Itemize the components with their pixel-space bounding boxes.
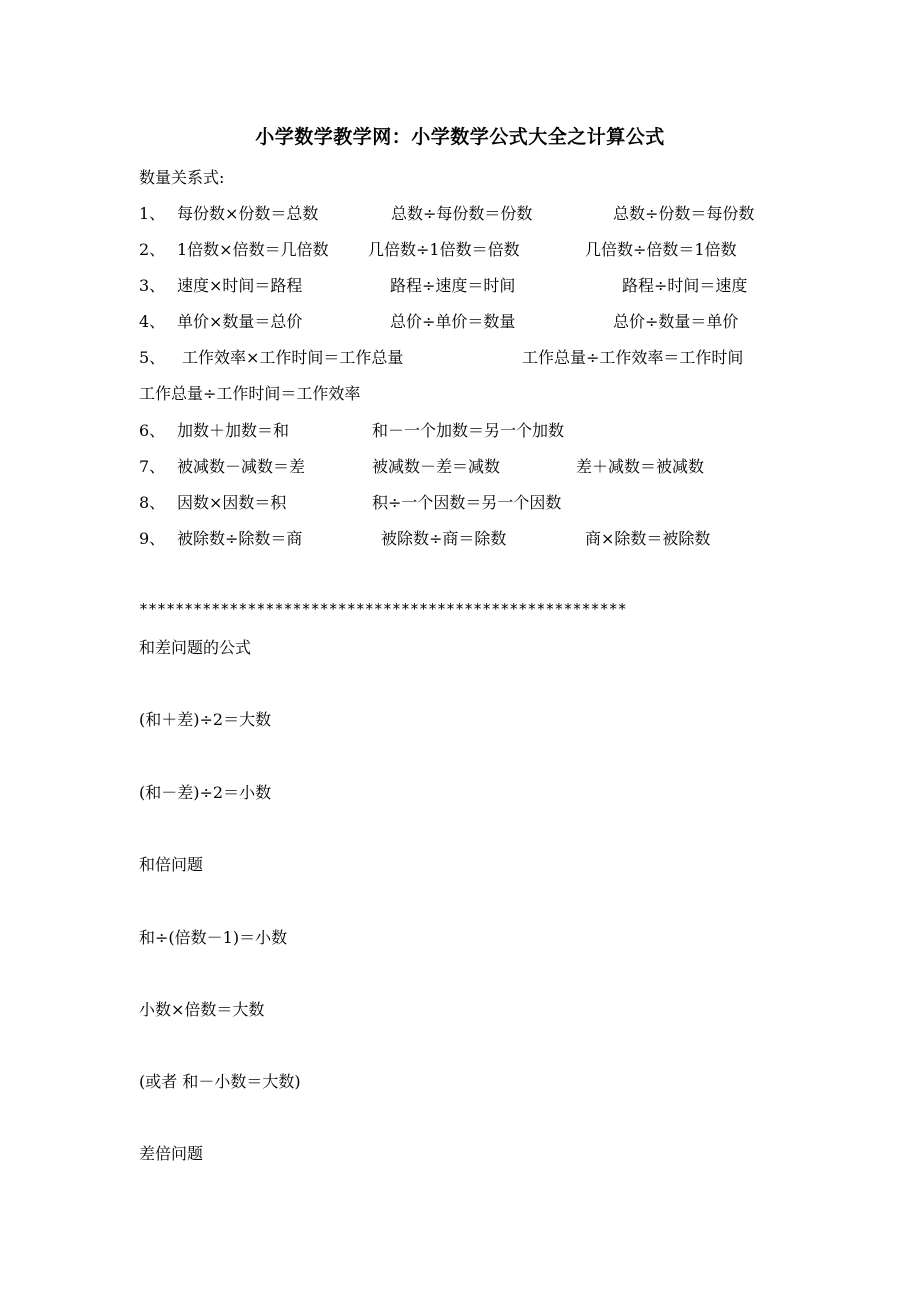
formula-a: 被减数－减数＝差 — [177, 457, 306, 476]
formula-a: 单价×数量＝总价 — [177, 312, 303, 331]
formula-c: 几倍数÷倍数＝1倍数 — [585, 240, 737, 259]
row-number: 2、 — [139, 240, 166, 259]
formula-sum-multiple-large: 小数×倍数＝大数 — [139, 1000, 265, 1019]
formula-b: 被减数－差＝减数 — [372, 457, 501, 476]
row-number: 8、 — [139, 493, 166, 512]
row-number: 5、 — [139, 348, 166, 367]
formula-b: 积÷一个因数＝另一个因数 — [372, 493, 562, 512]
row-number: 1、 — [139, 204, 166, 223]
formula-large-number: (和＋差)÷2＝大数 — [139, 710, 272, 729]
formula-b: 路程÷速度＝时间 — [390, 276, 516, 295]
row-number: 7、 — [139, 457, 166, 476]
formula-b: 工作总量÷工作效率＝工作时间 — [522, 348, 744, 367]
formula-b: 总价÷单价＝数量 — [390, 312, 516, 331]
formula-small-number: (和－差)÷2＝小数 — [139, 783, 272, 802]
formula-a: 每份数×份数＝总数 — [177, 204, 319, 223]
formula-c: 总数÷份数＝每份数 — [613, 204, 755, 223]
formula-a: 1倍数×倍数＝几倍数 — [177, 240, 329, 259]
formula-c: 总价÷数量＝单价 — [613, 312, 739, 331]
row-number: 3、 — [139, 276, 166, 295]
section-heading: 数量关系式: — [139, 168, 225, 187]
formula-a: 加数＋加数＝和 — [177, 421, 290, 440]
formula-c: 路程÷时间＝速度 — [622, 276, 748, 295]
heading-sum-multiple: 和倍问题 — [139, 855, 204, 874]
formula-b: 几倍数÷1倍数＝倍数 — [368, 240, 520, 259]
row-number: 4、 — [139, 312, 166, 331]
page-title: 小学数学教学网：小学数学公式大全之计算公式 — [255, 126, 665, 148]
formula-alternative: (或者 和－小数＝大数) — [139, 1072, 301, 1091]
formula-b: 被除数÷商＝除数 — [381, 529, 507, 548]
formula-b: 总数÷每份数＝份数 — [391, 204, 533, 223]
row-number: 9、 — [139, 529, 166, 548]
formula-c: 差＋减数＝被减数 — [576, 457, 705, 476]
formula-a: 被除数÷除数＝商 — [177, 529, 303, 548]
formula-sum-multiple-small: 和÷(倍数－1)＝小数 — [139, 928, 288, 947]
formula-a: 工作效率×工作时间＝工作总量 — [182, 348, 404, 367]
formula-c: 商×除数＝被除数 — [585, 529, 711, 548]
formula-a: 工作总量÷工作时间＝工作效率 — [139, 384, 361, 403]
heading-sum-difference: 和差问题的公式 — [139, 638, 252, 657]
heading-difference-multiple: 差倍问题 — [139, 1144, 204, 1163]
formula-b: 和－一个加数＝另一个加数 — [372, 421, 565, 440]
row-number: 6、 — [139, 421, 166, 440]
formula-a: 因数×因数＝积 — [177, 493, 287, 512]
separator-line: ****************************************************** — [139, 600, 627, 618]
formula-a: 速度×时间＝路程 — [177, 276, 303, 295]
